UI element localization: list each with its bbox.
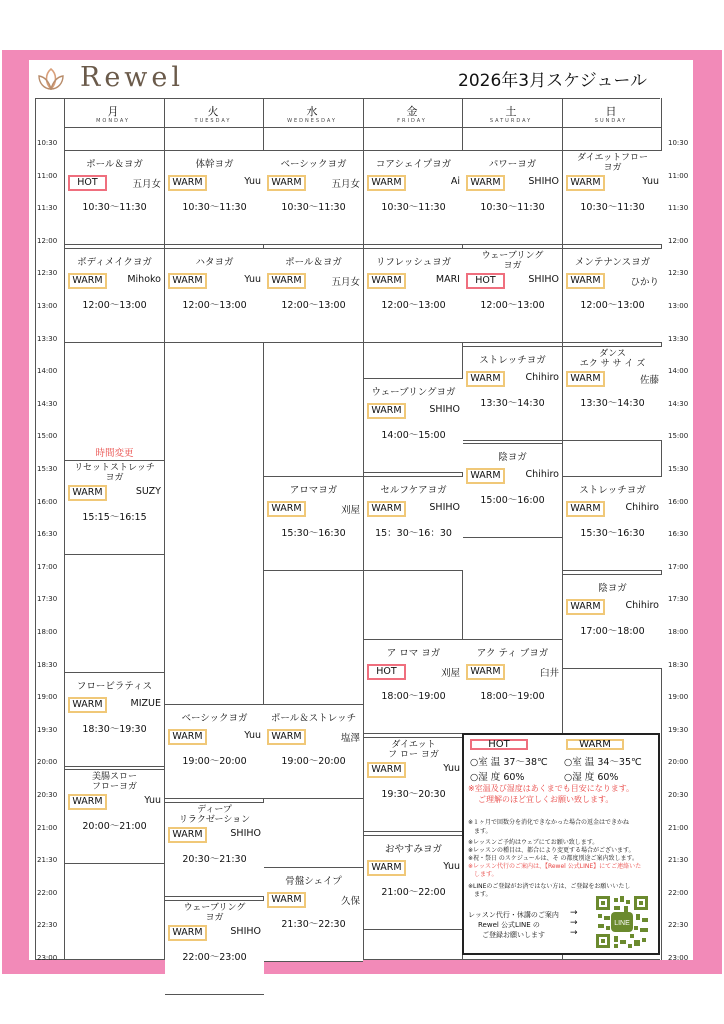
instructor-name: Yuu	[443, 861, 460, 872]
class-time: 12:00〜13:00	[580, 300, 645, 311]
class-time: 15：30〜16：30	[375, 528, 452, 539]
class-name: メンテナンスヨガ	[574, 257, 651, 268]
warm-badge: WARM	[68, 273, 107, 289]
instructor-name: Yuu	[244, 730, 261, 741]
class-name: 骨盤シェイプ	[285, 876, 342, 887]
class-time: 10:30〜11:30	[381, 202, 446, 213]
time-label-right: 16:30	[668, 530, 689, 539]
class-name: ウェーブリングヨガ	[371, 387, 456, 398]
time-label-right: 22:00	[668, 888, 689, 897]
warm-badge: WARM	[466, 468, 505, 484]
time-label-right: 14:30	[668, 399, 689, 408]
class-name: ボディメイクヨガ	[77, 257, 152, 268]
day-header-jp: 金	[406, 105, 418, 118]
class-name: リセットストレッチ	[74, 463, 155, 473]
warm-badge: WARM	[68, 697, 107, 713]
time-label-left: 13:30	[37, 334, 58, 343]
warm-badge: WARM	[367, 501, 406, 517]
class-block[interactable]	[65, 248, 164, 343]
class-time: 12:00〜13:00	[480, 300, 545, 311]
class-block[interactable]	[463, 443, 562, 538]
warm-badge: WARM	[267, 273, 306, 289]
class-block[interactable]	[364, 248, 463, 343]
time-label-right: 18:30	[668, 660, 689, 669]
time-label-right: 11:30	[668, 204, 689, 213]
class-name: 美腸スロー	[91, 772, 137, 782]
time-label-left: 12:30	[37, 269, 58, 278]
class-name: アク ティ ブヨガ	[476, 648, 549, 659]
time-label-left: 10:30	[37, 139, 58, 147]
time-label-right: 18:00	[668, 628, 689, 636]
warm-badge: WARM	[466, 664, 505, 680]
day-header-en: SUNDAY	[594, 118, 628, 124]
class-block[interactable]	[264, 150, 363, 245]
class-time: 18:00〜19:00	[381, 691, 446, 702]
class-name: 陰ヨガ	[598, 583, 627, 594]
time-label-right: 11:00	[668, 171, 689, 180]
warm-badge: WARM	[267, 892, 306, 908]
warm-badge: WARM	[566, 175, 605, 191]
class-name: セルフケアヨガ	[380, 485, 447, 496]
class-block[interactable]	[364, 378, 463, 473]
time-label-left: 12:00	[37, 236, 58, 245]
class-time: 12:00〜13:00	[82, 300, 147, 311]
note-5b: します。	[474, 871, 498, 878]
class-block[interactable]	[165, 150, 264, 245]
class-time: 18:00〜19:00	[480, 691, 545, 702]
class-time: 20:00〜21:00	[82, 821, 147, 832]
instructor-name: 五月女	[331, 277, 360, 288]
class-name: ポール＆ヨガ	[86, 159, 143, 170]
warm-badge: WARM	[566, 273, 605, 289]
footer-line-1: レッスン代行・休講のご案内	[468, 911, 559, 919]
note-3: ※レッスンの種目は、都合により変更する場合がございます。	[468, 847, 635, 854]
class-time: 15:30〜16:30	[580, 528, 645, 539]
time-change-note: 時間変更	[95, 448, 134, 459]
arrow-1-icon: →	[570, 908, 578, 918]
class-block[interactable]	[65, 448, 164, 555]
time-label-left: 16:00	[37, 497, 58, 506]
note-1a: ※１ヶ月で回数分を消化できなかった場合の返金はできかね	[468, 819, 630, 826]
qr-line-label: LINE	[614, 920, 630, 927]
time-label-left: 17:00	[37, 562, 58, 571]
time-label-left: 20:00	[37, 758, 58, 767]
class-name: 陰ヨガ	[498, 452, 527, 463]
warm-badge: WARM	[68, 485, 107, 501]
instructor-name: SHIHO	[429, 404, 460, 415]
class-name: 体幹ヨガ	[195, 159, 234, 170]
time-label-right: 16:00	[668, 497, 689, 506]
time-label-right: 12:30	[668, 269, 689, 278]
time-label-left: 15:00	[37, 432, 58, 441]
instructor-name: 刈屋	[440, 668, 460, 679]
class-block[interactable]	[463, 248, 562, 343]
class-block[interactable]	[264, 248, 363, 343]
note-2: ※レッスンご予約はウェブにてお願い致します。	[468, 839, 599, 846]
class-time: 22:00〜23:00	[182, 952, 247, 963]
time-label-right: 15:00	[668, 432, 689, 441]
time-label-right: 15:30	[668, 465, 689, 473]
day-header-en: FRIDAY	[397, 118, 427, 124]
day-header-en: MONDAY	[96, 118, 130, 124]
instructor-name: Chihiro	[625, 600, 659, 611]
class-name: ア ロマ ヨガ	[386, 648, 441, 659]
time-label-right: 20:30	[668, 791, 689, 799]
class-name: ポール＆ストレッチ	[270, 713, 357, 724]
instructor-name: ひかり	[630, 277, 659, 288]
page-title: 2026年3月スケジュール	[458, 71, 648, 91]
note-4: ※祝・祭日 のスケジュールは、そ の都度別途ご案内致します。	[468, 855, 639, 862]
time-label-left: 18:00	[37, 628, 58, 636]
class-time: 12:00〜13:00	[182, 300, 247, 311]
class-block[interactable]	[165, 248, 264, 343]
class-block[interactable]	[65, 769, 164, 864]
class-time: 19:00〜20:00	[281, 756, 346, 767]
class-block[interactable]	[563, 150, 662, 245]
day-header-jp: 火	[207, 105, 219, 118]
warm-badge: WARM	[168, 175, 207, 191]
note-6a: ※LINEのご登録がお済ではない方は、ご登録をお願いいたし	[468, 883, 631, 890]
time-label-right: 23:00	[668, 954, 689, 962]
time-label-right: 14:00	[668, 367, 689, 376]
class-time: 19:30〜20:30	[381, 789, 446, 800]
class-block[interactable]	[264, 476, 363, 571]
warm-legend-badge: WARM	[566, 739, 624, 750]
class-block[interactable]	[364, 835, 463, 930]
class-name: ベーシックヨガ	[181, 713, 248, 724]
class-time: 13:30〜14:30	[480, 398, 545, 409]
day-header-jp: 水	[306, 105, 318, 118]
red-note-2: ご理解のほど宜しくお願い致します。	[478, 795, 614, 804]
lotus-logo-icon	[36, 65, 66, 95]
time-label-right: 10:30	[668, 139, 689, 147]
class-time: 15:15〜16:15	[82, 512, 147, 523]
time-label-right: 17:00	[668, 562, 689, 571]
class-time: 18:30〜19:30	[82, 724, 147, 735]
time-label-right: 12:00	[668, 236, 689, 245]
class-block[interactable]	[364, 737, 463, 832]
class-name: アロマヨガ	[289, 485, 338, 496]
time-label-left: 19:30	[37, 725, 58, 734]
class-block[interactable]	[463, 639, 562, 734]
hot-badge: HOT	[68, 175, 107, 191]
instructor-name: SHIHO	[230, 828, 261, 839]
class-name: ヨガ	[603, 163, 622, 173]
warm-badge: WARM	[267, 729, 306, 745]
time-label-left: 14:00	[37, 367, 58, 376]
class-block[interactable]	[264, 867, 363, 962]
class-time: 10:30〜11:30	[82, 202, 147, 213]
instructor-name: 五月女	[331, 179, 360, 190]
warm-badge: WARM	[168, 729, 207, 745]
class-time: 12:00〜13:00	[381, 300, 446, 311]
warm-badge: WARM	[566, 371, 605, 387]
instructor-name: 臼井	[539, 668, 559, 679]
class-name: ダイエットフロー	[576, 153, 648, 163]
hot-legend-badge: HOT	[470, 739, 528, 750]
class-name: ディープ	[197, 805, 232, 815]
arrow-3-icon: →	[570, 928, 578, 938]
instructor-name: SHIHO	[528, 274, 559, 285]
instructor-name: MIZUE	[130, 698, 161, 709]
time-label-left: 22:30	[37, 921, 58, 930]
hot-badge: HOT	[367, 664, 406, 680]
time-label-left: 14:30	[37, 399, 58, 408]
warm-humidity: ○湿 度 60%	[564, 772, 619, 783]
class-time: 15:00〜16:00	[480, 495, 545, 506]
instructor-name: 佐藤	[639, 375, 659, 386]
class-time: 13:30〜14:30	[580, 398, 645, 409]
class-name: おやすみヨガ	[384, 844, 442, 855]
note-6b: ます。	[474, 891, 492, 898]
time-label-right: 13:00	[668, 302, 689, 310]
class-name: リラクゼーション	[178, 815, 251, 825]
instructor-name: 塩澤	[340, 733, 360, 744]
class-block[interactable]	[65, 150, 164, 245]
class-time: 10:30〜11:30	[182, 202, 247, 213]
class-time: 21:00〜22:00	[381, 887, 446, 898]
note-5a: ※レッスン代行のご案内は、【Rewel 公式LINE】にてご連絡いた	[468, 863, 642, 870]
warm-badge: WARM	[68, 794, 107, 810]
instructor-name: 五月女	[132, 179, 161, 190]
warm-badge: WARM	[367, 762, 406, 778]
class-block[interactable]	[563, 248, 662, 343]
instructor-name: Yuu	[642, 176, 659, 187]
left-border	[35, 98, 36, 960]
class-name: パワーヨガ	[488, 159, 537, 170]
class-time: 19:00〜20:00	[182, 756, 247, 767]
time-label-right: 17:30	[668, 595, 689, 604]
class-name: ストレッチヨガ	[579, 485, 646, 496]
class-name: ウェーブリング	[183, 903, 246, 913]
instructor-name: Chihiro	[525, 372, 559, 383]
class-block[interactable]	[563, 476, 662, 571]
warm-badge: WARM	[466, 175, 505, 191]
class-name: リフレッシュヨガ	[375, 257, 452, 268]
footer-line-2: Rewel 公式LINE の	[478, 921, 540, 929]
time-label-left: 19:00	[37, 693, 58, 702]
class-block[interactable]	[264, 704, 363, 799]
time-label-left: 23:00	[37, 954, 58, 962]
line-qr-code-icon[interactable]	[594, 894, 650, 950]
warm-badge: WARM	[566, 599, 605, 615]
warm-badge: WARM	[267, 175, 306, 191]
time-label-right: 19:30	[668, 725, 689, 734]
day-header-en: SATURDAY	[489, 118, 533, 124]
class-name: エク サ サ イ ズ	[579, 359, 646, 369]
warm-badge: WARM	[367, 403, 406, 419]
warm-badge: WARM	[168, 827, 207, 843]
time-label-right: 19:00	[668, 693, 689, 702]
warm-badge: WARM	[367, 860, 406, 876]
day-header-jp: 日	[605, 105, 617, 118]
class-name: ウェーブリング	[481, 251, 544, 261]
instructor-name: MARI	[435, 274, 460, 285]
time-label-left: 22:00	[37, 888, 58, 897]
class-name: ダンス	[599, 349, 626, 359]
instructor-name: Mihoko	[127, 274, 161, 285]
legend-box	[462, 733, 660, 955]
time-label-left: 11:00	[37, 171, 58, 180]
class-time: 12:00〜13:00	[281, 300, 346, 311]
warm-badge: WARM	[367, 175, 406, 191]
class-block[interactable]	[165, 900, 264, 995]
class-name: フ ロー ヨガ	[388, 750, 439, 760]
warm-badge: WARM	[367, 273, 406, 289]
instructor-name: Yuu	[443, 763, 460, 774]
class-block[interactable]	[165, 802, 264, 897]
time-label-left: 13:00	[37, 302, 58, 310]
class-time: 14:00〜15:00	[381, 430, 446, 441]
class-name: コアシェイプヨガ	[375, 159, 452, 170]
warm-badge: WARM	[168, 273, 207, 289]
class-block[interactable]	[364, 476, 463, 571]
time-label-right: 22:30	[668, 921, 689, 930]
class-time: 17:00〜18:00	[580, 626, 645, 637]
time-label-left: 15:30	[37, 465, 58, 473]
time-label-left: 16:30	[37, 530, 58, 539]
time-label-left: 11:30	[37, 204, 58, 213]
class-block[interactable]	[364, 639, 463, 734]
time-label-left: 21:30	[37, 856, 58, 865]
class-name: ベーシックヨガ	[280, 159, 347, 170]
instructor-name: 刈屋	[340, 505, 360, 516]
day-header-en: TUESDAY	[194, 118, 232, 124]
instructor-name: SHIHO	[230, 926, 261, 937]
logo-text: Rewel	[80, 62, 185, 93]
class-name: ストレッチヨガ	[479, 355, 546, 366]
class-block[interactable]	[563, 346, 662, 441]
class-time: 10:30〜11:30	[580, 202, 645, 213]
hot-humidity: ○湿 度 60%	[470, 772, 525, 783]
note-1b: ます。	[474, 828, 492, 835]
class-time: 15:30〜16:30	[281, 528, 346, 539]
time-label-right: 20:00	[668, 758, 689, 767]
instructor-name: SUZY	[135, 486, 161, 497]
day-header-jp: 土	[505, 105, 517, 118]
class-name: ヨガ	[205, 913, 224, 923]
day-header-jp: 月	[107, 105, 119, 118]
day-header-en: WEDNESDAY	[287, 118, 337, 124]
time-label-right: 13:30	[668, 334, 689, 343]
hot-badge: HOT	[466, 273, 505, 289]
class-block[interactable]	[563, 574, 662, 669]
instructor-name: 久保	[340, 896, 360, 907]
time-label-right: 21:00	[668, 823, 689, 832]
instructor-name: Chihiro	[625, 502, 659, 513]
arrow-2-icon: →	[570, 918, 578, 928]
class-name: ヨガ	[503, 261, 522, 271]
class-block[interactable]	[364, 150, 463, 245]
class-time: 20:30〜21:30	[182, 854, 247, 865]
red-note-1: ※室温及び湿度はあくまでも目安になります。	[468, 784, 635, 793]
warm-temperature: ○室 温 34〜35℃	[564, 757, 642, 768]
class-name: フローヨガ	[91, 782, 137, 792]
footer-line-3: ご登録お願いします	[482, 931, 545, 939]
warm-badge: WARM	[466, 371, 505, 387]
instructor-name: Ai	[450, 176, 460, 187]
time-label-right: 21:30	[668, 856, 689, 865]
class-time: 21:30〜22:30	[281, 919, 346, 930]
time-label-left: 18:30	[37, 660, 58, 669]
instructor-name: SHIHO	[528, 176, 559, 187]
instructor-name: Yuu	[244, 274, 261, 285]
time-label-left: 20:30	[37, 791, 58, 799]
class-time: 10:30〜11:30	[480, 202, 545, 213]
class-name: ポール＆ヨガ	[285, 257, 342, 268]
class-name: フロービラティス	[76, 681, 153, 692]
hot-temperature: ○室 温 37〜38℃	[470, 757, 548, 768]
class-block[interactable]	[463, 150, 562, 245]
class-block[interactable]	[165, 704, 264, 799]
instructor-name: Yuu	[244, 176, 261, 187]
warm-badge: WARM	[267, 501, 306, 517]
class-time: 10:30〜11:30	[281, 202, 346, 213]
grid-top-line	[35, 98, 660, 99]
instructor-name: Yuu	[144, 795, 161, 806]
time-label-left: 21:00	[37, 823, 58, 832]
class-block[interactable]	[463, 346, 562, 441]
instructor-name: SHIHO	[429, 502, 460, 513]
warm-badge: WARM	[168, 925, 207, 941]
instructor-name: Chihiro	[525, 469, 559, 480]
warm-badge: WARM	[566, 501, 605, 517]
class-name: ハタヨガ	[195, 257, 234, 268]
class-block[interactable]	[65, 672, 164, 767]
time-label-left: 17:30	[37, 595, 58, 604]
class-name: ダイエット	[391, 740, 436, 750]
class-name: ヨガ	[105, 473, 124, 483]
